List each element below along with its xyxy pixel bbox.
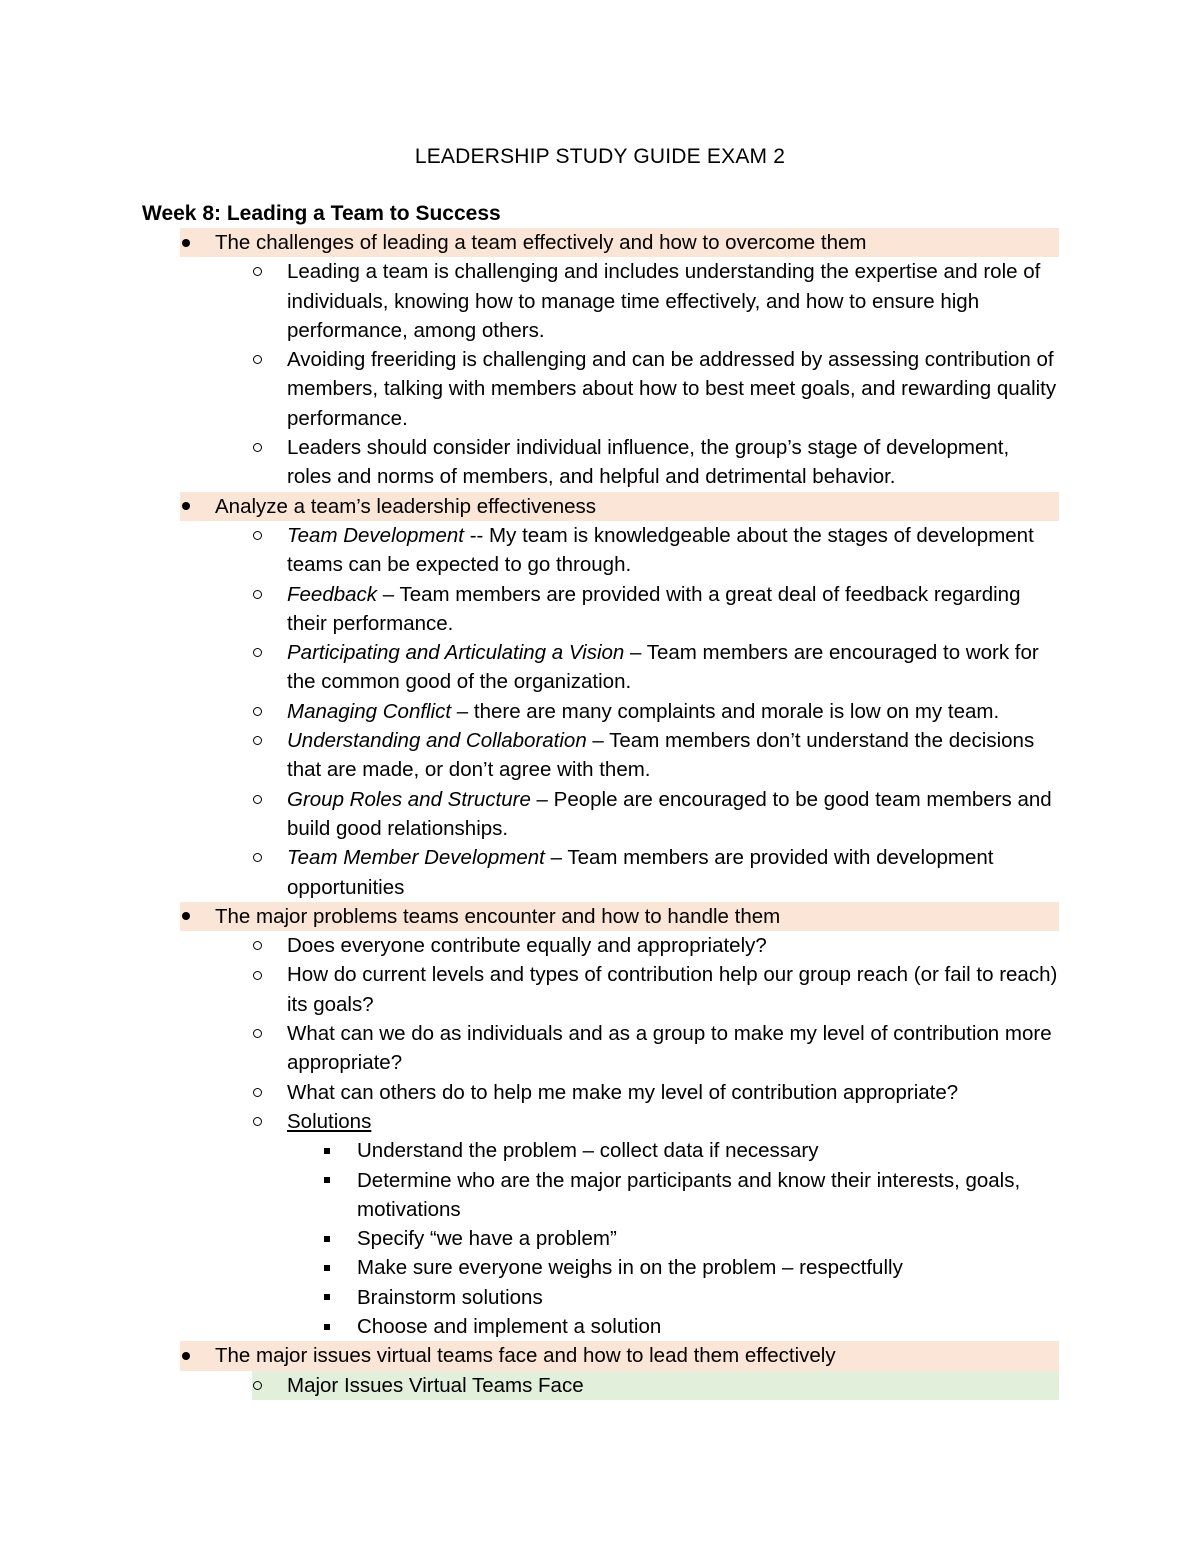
list-item (252, 785, 1059, 844)
solution-item (322, 1224, 1059, 1253)
list-item-term: Team Member Development (287, 846, 545, 870)
square-bullet-icon (322, 1312, 352, 1341)
list-item (252, 521, 1059, 580)
list-item-term: Participating and Articulating a Vision (287, 641, 625, 665)
square-bullet-icon (322, 1224, 352, 1253)
hollow-circle-bullet-icon (252, 697, 282, 726)
hollow-circle-bullet-icon (252, 1107, 282, 1136)
section-heading-text: Analyze a team’s leadership effectiveness (215, 494, 596, 518)
list-item-text: – Team members don’t understand the decisions that are made, or don’t agree with them. (287, 729, 1035, 782)
list-item-text: Leading a team is challenging and includes understanding the expertise and role of individuals, knowing how to manage time effectively, and how to ensure high performance, among others. (287, 260, 1041, 342)
list-item-term: Managing Conflict (287, 699, 452, 723)
hollow-circle-bullet-icon (252, 521, 282, 550)
week-heading: Week 8: Leading a Team to Success (142, 202, 501, 225)
section-heading-virtual-teams (180, 1341, 1059, 1370)
list-item-text: Does everyone contribute equally and appropriately? (287, 934, 767, 958)
list-item (252, 697, 1059, 726)
list-item (252, 345, 1059, 433)
list-item (252, 843, 1059, 902)
study-guide-content (0, 228, 1200, 1400)
list-item-text: How do current levels and types of contribution help our group reach (or fail to reach) its goals? (287, 963, 1058, 1016)
list-item-term: Feedback (287, 582, 378, 606)
list-item-text: – Team members are provided with development opportunities (287, 846, 994, 899)
hollow-circle-bullet-icon (252, 1019, 282, 1048)
hollow-circle-bullet-icon (252, 638, 282, 667)
list-item-text: – Team members are encouraged to work for the common good of the organization. (287, 641, 1039, 694)
section-heading-text: The major problems teams encounter and how to handle them (215, 904, 781, 928)
list-item-term: Group Roles and Structure (287, 787, 531, 811)
list-item-text: Leaders should consider individual influence, the group’s stage of development, roles and norms of members, and helpful and detrimental behavior. (287, 436, 1010, 489)
list-item (252, 638, 1059, 697)
document-title: LEADERSHIP STUDY GUIDE EXAM 2 (414, 145, 786, 168)
filled-circle-bullet-icon (180, 492, 210, 521)
filled-circle-bullet-icon (180, 228, 210, 257)
list-item (252, 433, 1059, 492)
solution-item (322, 1166, 1059, 1225)
hollow-circle-bullet-icon (252, 726, 282, 755)
list-item-text: Avoiding freeriding is challenging and can be addressed by assessing contribution of members, talking with members about how to best meet goals, and rewarding quality performance. (287, 348, 1057, 430)
hollow-circle-bullet-icon (252, 433, 282, 462)
square-bullet-icon (322, 1253, 352, 1282)
list-item (252, 931, 1059, 960)
list-item-text: What can we do as individuals and as a group to make my level of contribution more appropriate? (287, 1022, 1052, 1075)
list-item (252, 1019, 1059, 1078)
square-bullet-icon (322, 1136, 352, 1165)
solution-item-text: Understand the problem – collect data if necessary (357, 1139, 819, 1163)
list-item-text: – there are many complaints and morale is low on my team. (451, 699, 1000, 723)
list-item (252, 726, 1059, 785)
hollow-circle-bullet-icon (252, 580, 282, 609)
list-item-text: -- My team is knowledgeable about the stages of development teams can be expected to go through. (287, 523, 1034, 577)
hollow-circle-bullet-icon (252, 1078, 282, 1107)
subheading-virtual-issues (252, 1371, 1059, 1400)
list-item (252, 257, 1059, 345)
square-bullet-icon (322, 1283, 352, 1312)
solution-item (322, 1253, 1059, 1282)
hollow-circle-bullet-icon (252, 257, 282, 286)
solution-item-text: Choose and implement a solution (357, 1314, 662, 1338)
hollow-circle-bullet-icon (252, 843, 282, 872)
hollow-circle-bullet-icon (252, 345, 282, 374)
solution-item-text: Determine who are the major participants and know their interests, goals, motivations (357, 1168, 1021, 1221)
solution-item (322, 1283, 1059, 1312)
solution-item-text: Brainstorm solutions (357, 1285, 543, 1309)
hollow-circle-bullet-icon (252, 785, 282, 814)
filled-circle-bullet-icon (180, 1341, 210, 1370)
section-heading-text: The challenges of leading a team effectively and how to overcome them (215, 231, 867, 254)
list-item-text: What can others do to help me make my level of contribution appropriate? (287, 1080, 959, 1104)
list-item-term: Understanding and Collaboration (287, 729, 587, 753)
section-heading-text: The major issues virtual teams face and how to lead them effectively (215, 1344, 836, 1368)
filled-circle-bullet-icon (180, 902, 210, 931)
solution-item (322, 1136, 1059, 1165)
list-item-term: Team Development (287, 523, 465, 547)
list-item-solutions (252, 1107, 1059, 1136)
solution-item-text: Make sure everyone weighs in on the problem – respectfully (357, 1256, 903, 1280)
section-heading-problems (180, 902, 1059, 931)
list-item-text: – Team members are provided with a great deal of feedback regarding their performance. (287, 582, 1021, 635)
list-item (252, 580, 1059, 639)
hollow-circle-bullet-icon (252, 1371, 282, 1400)
list-item (252, 1078, 1059, 1107)
section-heading-effectiveness (180, 492, 1059, 521)
solution-item (322, 1312, 1059, 1341)
solution-item-text: Specify “we have a problem” (357, 1227, 617, 1251)
subheading-text: Major Issues Virtual Teams Face (287, 1373, 584, 1397)
hollow-circle-bullet-icon (252, 931, 282, 960)
list-item-text: – People are encouraged to be good team members and build good relationships. (287, 787, 1052, 840)
square-bullet-icon (322, 1166, 352, 1195)
section-heading-challenges (180, 228, 1059, 257)
solutions-label: Solutions (287, 1109, 372, 1133)
list-item (252, 960, 1059, 1019)
hollow-circle-bullet-icon (252, 960, 282, 989)
